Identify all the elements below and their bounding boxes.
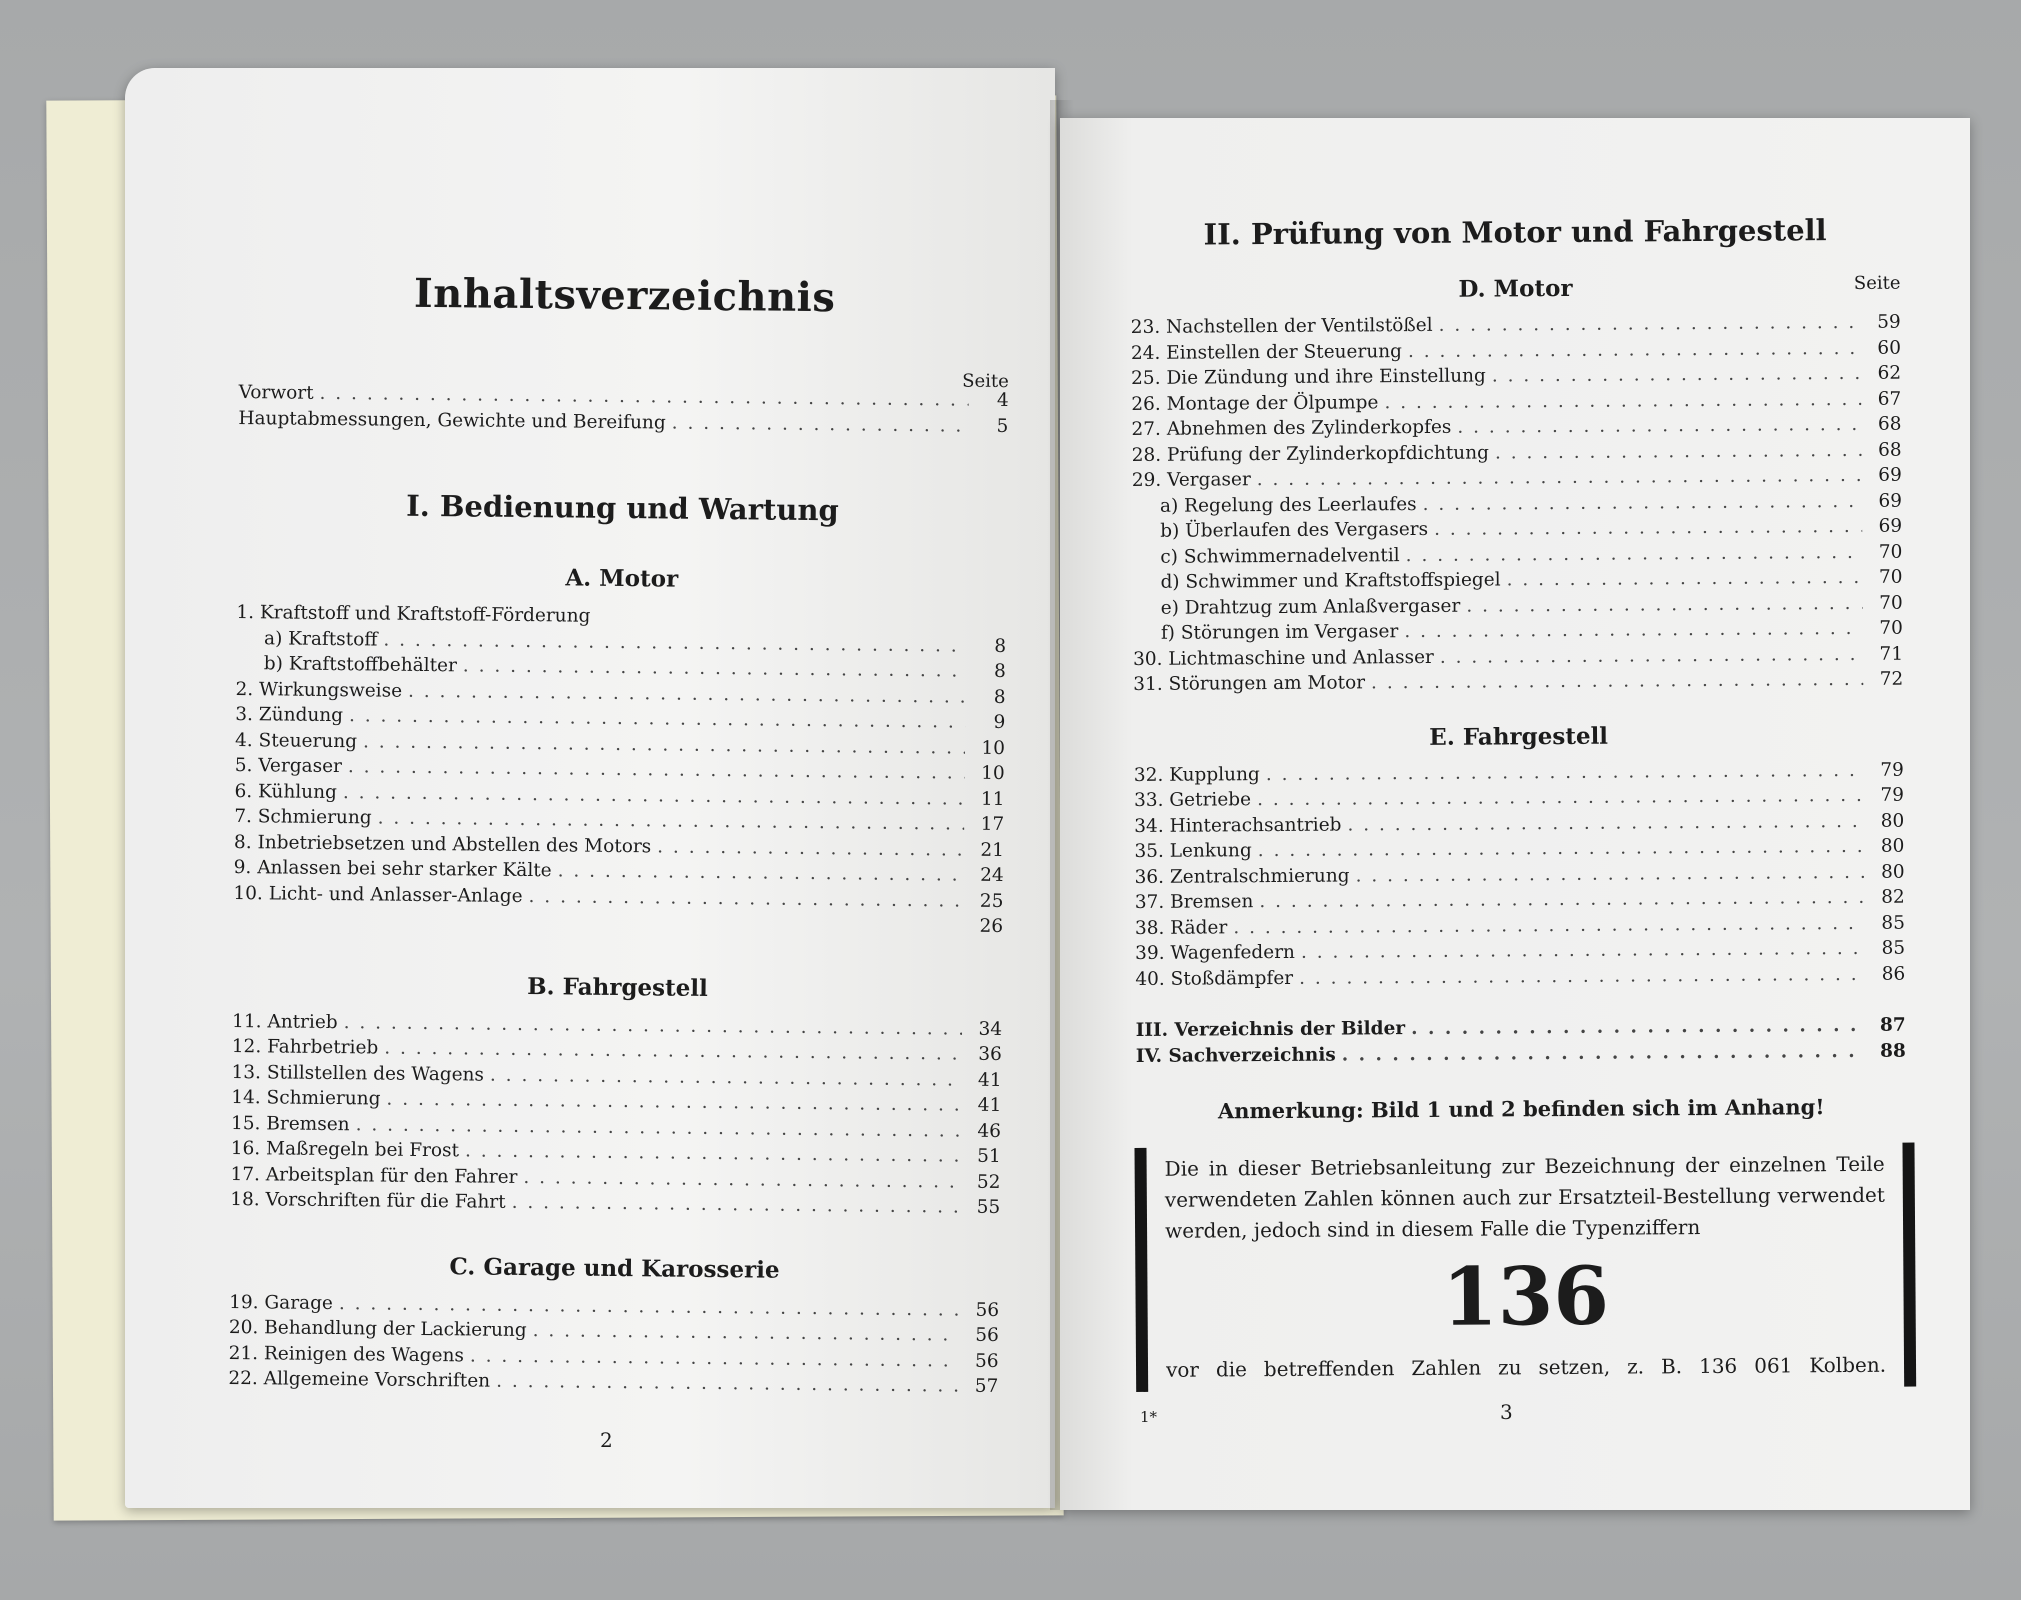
toc-leader-dots [1423,488,1863,517]
toc-leader-dots [1495,437,1862,465]
subsection-list [233,600,1006,940]
toc-entry-label: 31. Störungen am Motor [1133,672,1366,695]
toc-entry-label: 36. Zentralschmierung [1134,864,1350,888]
toc-leader-dots [1406,539,1863,568]
toc-entry-label: 18. Vorschriften für die Fahrt [230,1188,506,1213]
toc-entry-label: 35. Lenkung [1134,840,1252,862]
toc-entry-page: 86 [1881,963,1906,985]
seite-label: Seite [962,370,1009,393]
subsection-title: B. Fahrgestell [527,972,708,1002]
toc-entry-label: Vorwort [238,381,314,404]
toc-entry-page: 26 [979,915,1004,938]
subsection-list [1131,310,1904,698]
toc-entry-page: 60 [1877,337,1901,359]
info-box-text-end: vor die betreffenden Zahlen zu setzen, z. B. 136 061 Kolben. [1165,1352,1887,1382]
toc-entry-label: 33. Getriebe [1133,789,1252,811]
subsection-title: C. Garage und Karosserie [449,1252,780,1284]
toc-leader-dots [1411,1013,1866,1042]
toc-entry-label: 6. Kühlung [234,780,338,803]
section-title-1: I. Bedienung und Wartung [406,488,839,528]
toc-entry-label: b) Kraftstoffbehälter [263,653,457,677]
section-title-2: II. Prüfung von Motor und Fahrgestell [1203,213,1827,252]
subsection-list [1134,757,1906,992]
toc-leader-dots [511,1190,960,1220]
subsection-list [228,1289,999,1399]
toc-leader-dots [1434,514,1862,542]
toc-entry-label: 27. Abnehmen des Zylinderkopfes [1131,416,1452,440]
info-box-text: Die in dieser Betriebsanleitung zur Bezeichnung der einzelnen Teile verwendeten Zahlen können auch zur Ersatzteil-Bestellung verwendet werden, jedoch sind in diesem Falle die Typenziffern [1164,1151,1885,1243]
toc-entry-page: 67 [1877,388,1902,410]
toc-entry-page: 56 [974,1350,999,1372]
page-number: 3 [1500,1400,1513,1424]
toc-entry-label: 28. Prüfung der Zylinderkopfdichtung [1131,442,1490,466]
toc-entry-label: 2. Wirkungsweise [235,678,403,702]
toc-leader-dots [1466,590,1863,618]
toc-entry-label: 20. Behandlung der Lackierung [228,1316,527,1342]
page-number: 2 [600,1428,613,1452]
subsection-title: E. Fahrgestell [1429,722,1609,751]
toc-entry-label: IV. Sachverzeichnis [1135,1044,1336,1067]
toc-entry-page: 72 [1879,668,1904,690]
toc-entry-label: 11. Antrieb [232,1010,338,1033]
toc-entry-page: 10 [981,762,1005,785]
toc-entry-page: 70 [1878,566,1903,588]
toc-entry-page: 8 [993,660,1006,683]
toc-entry-label: 30. Lichtmaschine und Anlasser [1133,646,1434,670]
appendix-list [1136,1013,1906,1069]
toc-leader-dots [1299,961,1865,990]
toc-leader-dots [1342,1038,1866,1067]
toc-entry [1135,961,1905,992]
toc-entry-label: 22. Allgemeine Vorschriften [228,1367,491,1392]
toc-entry-label: 1. Kraftstoff und Kraftstoff-Förderung [236,601,591,627]
toc-entry-label: a) Kraftstoff [264,627,378,650]
toc-entry-label: 15. Bremsen [230,1112,350,1135]
toc-entry-label: 12. Fahrbetrieb [231,1035,379,1059]
toc-entry-page: 82 [1881,886,1905,908]
toc-entry-label: 13. Stillstellen des Wagens [231,1061,485,1086]
toc-entry-page: 87 [1879,1014,1906,1036]
toc-entry-label: 19. Garage [229,1291,334,1314]
right-page [1060,118,1970,1510]
toc-leader-dots [1404,616,1863,645]
toc-entry-page: 80 [1880,861,1905,883]
toc-entry-label: 8. Inbetriebsetzen und Abstellen des Motors [233,831,652,857]
toc-leader-dots [1347,808,1864,837]
toc-leader-dots [1457,412,1861,440]
toc-entry-page: 41 [977,1069,1002,1091]
toc-leader-dots [1371,667,1863,696]
toc-leader-dots [1408,335,1861,364]
toc-entry-label: 24. Einstellen der Steuerung [1130,340,1403,364]
toc-entry-label: 5. Vergaser [234,754,343,778]
toc-leader-dots [1506,565,1862,593]
toc-entry-page: 88 [1880,1040,1906,1062]
toc-entry-page: 68 [1877,413,1902,435]
subsection-title: D. Motor [1458,274,1573,303]
toc-entry-label: f) Störungen im Vergaser [1160,621,1399,644]
toc-entry-page: 79 [1880,759,1904,781]
toc-entry-label: 21. Reinigen des Wagens [228,1342,465,1366]
left-subsections [228,561,1007,1400]
toc-entry-label: 37. Bremsen [1134,891,1254,913]
right-page-content [1130,213,1908,1392]
toc-entry-label: Hauptabmessungen, Gewichte und Bereifung [238,407,666,433]
toc-leader-dots [1440,641,1863,669]
toc-entry-page: 59 [1877,311,1901,333]
toc-leader-dots [1301,936,1865,965]
toc-entry-label: c) Schwimmernadelventil [1160,544,1400,568]
toc-entry-label: 14. Schmierung [231,1086,381,1110]
toc-entry-label: 39. Wagenfedern [1135,941,1296,964]
toc-entry-page: 21 [980,839,1005,861]
toc-entry-page: 51 [977,1145,1001,1168]
toc-entry-page: 57 [974,1375,999,1398]
info-box [1134,1143,1916,1392]
toc-entry-label: e) Drahtzug zum Anlaßvergaser [1160,595,1461,619]
toc-leader-dots [672,410,969,439]
subsection-title: A. Motor [565,564,679,593]
toc-leader-dots [1492,361,1861,389]
toc-leader-dots [657,834,964,863]
toc-entry-page: 70 [1878,541,1903,563]
note-text: Anmerkung: Bild 1 und 2 befinden sich im Anhang! [1217,1094,1825,1124]
toc-entry-page: 69 [1878,515,1903,537]
toc-entry-label: 38. Räder [1134,916,1228,939]
toc-entry-label: 32. Kupplung [1133,763,1260,786]
toc-entry-label: b) Überlaufen des Vergasers [1160,518,1429,542]
toc-entry-page: 11 [980,788,1005,810]
toc-entry-label: 17. Arbeitsplan für den Fahrer [230,1163,518,1188]
toc-entry-label: a) Regelung des Leerlaufes [1159,493,1417,517]
toc-entry-page: 36 [978,1043,1002,1066]
toc-title: Inhaltsverzeichnis [413,269,836,322]
toc-entry-page: 17 [980,813,1005,836]
toc-entry-page: 56 [975,1299,1000,1321]
toc-entry-label: 7. Schmierung [234,805,372,829]
toc-entry-page: 70 [1879,592,1903,614]
toc-entry-page: 80 [1880,835,1905,857]
toc-entry-page: 24 [980,864,1004,887]
toc-leader-dots [496,1369,958,1399]
toc-entry-page: 69 [1878,490,1903,512]
toc-leader-dots [1355,859,1864,888]
left-page-content [228,268,1010,1400]
toc-entry-page: 80 [1880,810,1905,832]
toc-entry-page: 46 [977,1120,1002,1142]
right-subsections [1130,273,1905,992]
toc-leader-dots [528,884,963,914]
toc-entry-page: 34 [978,1018,1003,1040]
toc-entry-page: 25 [979,890,1004,912]
toc-entry-page: 68 [1878,439,1902,461]
toc-entry-page: 9 [993,711,1006,734]
toc-entry-page: 85 [1881,912,1906,934]
toc-entry-page: 70 [1879,617,1903,639]
toc-entry-page: 52 [976,1171,1001,1193]
toc-entry-label: III. Verzeichnis der Bilder [1135,1018,1406,1041]
toc-leader-dots [1384,386,1861,415]
toc-entry [1136,1038,1906,1069]
toc-entry-label: 29. Vergaser [1131,469,1251,491]
toc-entry-page: 8 [994,635,1007,657]
toc-intro-list [238,380,1008,439]
toc-entry-label: 9. Anlassen bei sehr starker Kälte [233,856,552,882]
toc-entry-label: 3. Zündung [235,703,344,727]
toc-entry-page: 8 [993,686,1006,708]
toc-entry-label: 26. Montage der Ölpumpe [1131,391,1379,415]
toc-entry-label: 4. Steuerung [234,729,358,752]
left-page [125,68,1055,1508]
toc-entry-page: 10 [981,737,1006,759]
toc-entry-page: 85 [1881,937,1906,959]
type-number: 136 [1441,1248,1610,1344]
toc-entry-label: 34. Hinterachsantrieb [1134,814,1342,837]
toc-entry-page: 79 [1880,784,1905,806]
footer-mark: 1* [1140,1408,1158,1426]
seite-label-right: Seite [1853,272,1901,294]
toc-entry-page: 41 [977,1094,1002,1117]
toc-leader-dots [1439,310,1861,338]
toc-entry-page: 71 [1879,643,1904,665]
toc-entry-label: 23. Nachstellen der Ventilstößel [1130,314,1433,338]
toc-entry-label: 25. Die Zündung und ihre Einstellung [1131,365,1486,389]
toc-entry-label: 10. Licht- und Anlasser-Anlage [233,882,523,907]
toc-entry-page: 69 [1878,464,1902,486]
subsection-list [230,1008,1002,1220]
toc-entry-label: 16. Maßregeln bei Frost [230,1137,460,1162]
toc-entry-page: 62 [1877,362,1902,384]
toc-entry-page: 4 [996,389,1009,412]
toc-entry-page: 56 [975,1324,999,1347]
toc-entry [1133,667,1903,698]
toc-entry-page: 55 [976,1196,1001,1219]
toc-entry-label: 40. Stoßdämpfer [1135,967,1294,990]
toc-entry-page: 5 [996,415,1009,437]
toc-entry-label: d) Schwimmer und Kraftstoffspiegel [1160,569,1501,593]
